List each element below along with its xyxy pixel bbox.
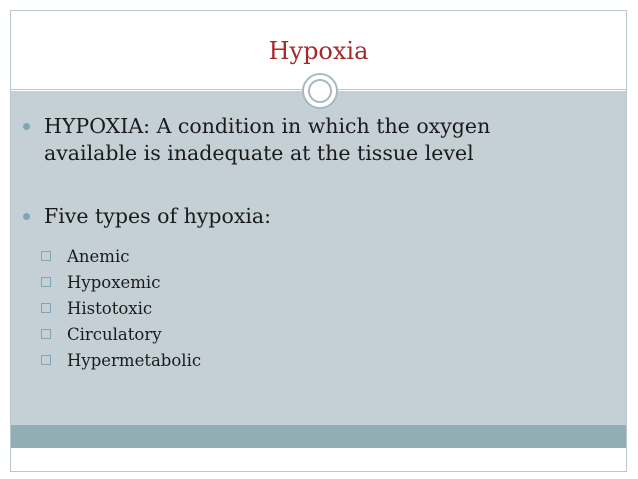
bullet-text: HYPOXIA: A condition in which the oxygen available is inadequate at the tissue level <box>44 114 491 165</box>
sub-bullet-item <box>41 321 201 347</box>
square-bullet-icon <box>41 277 51 287</box>
circle-ornament-icon <box>302 73 338 109</box>
bullet-dot-icon <box>23 213 30 220</box>
sub-bullet-item <box>41 295 201 321</box>
slide <box>10 10 627 472</box>
sub-bullet-text: Hypoxemic <box>67 272 161 292</box>
sub-bullet-item <box>41 269 201 295</box>
sub-bullet-item <box>41 243 201 269</box>
bullet-item <box>23 203 271 230</box>
sub-bullet-text: Circulatory <box>67 324 162 344</box>
slide-title: Hypoxia <box>268 37 369 65</box>
square-bullet-icon <box>41 355 51 365</box>
square-bullet-icon <box>41 303 51 313</box>
bullet-dot-icon <box>23 123 30 130</box>
bullet-item <box>23 113 514 167</box>
sub-bullet-list <box>41 243 201 373</box>
bottom-bar <box>11 425 626 448</box>
sub-bullet-text: Hypermetabolic <box>67 350 202 370</box>
square-bullet-icon <box>41 251 51 261</box>
sub-bullet-text: Histotoxic <box>67 298 153 318</box>
bullet-text: Five types of hypoxia: <box>44 204 272 228</box>
content-area <box>11 91 626 448</box>
sub-bullet-item <box>41 347 201 373</box>
circle-inner-ring <box>308 79 332 103</box>
square-bullet-icon <box>41 329 51 339</box>
sub-bullet-text: Anemic <box>67 246 130 266</box>
